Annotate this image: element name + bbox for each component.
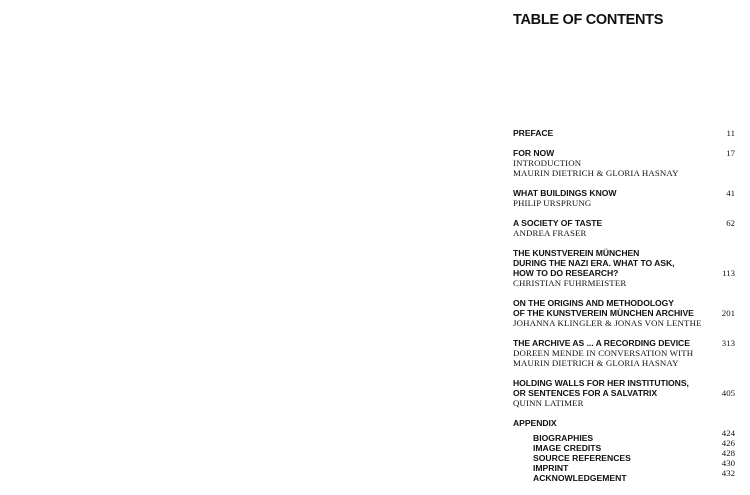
toc-entry[interactable] (513, 378, 735, 408)
page-number: 17 (726, 148, 735, 158)
toc-entry[interactable] (513, 218, 735, 238)
appendix-item-title: IMAGE CREDITS (533, 443, 602, 453)
entry-author: CHRISTIAN FUHRMEISTER (513, 278, 627, 288)
page-number: 113 (722, 268, 735, 278)
page-number: 424 (721, 428, 735, 438)
entry-author: ANDREA FRASER (513, 228, 587, 238)
entry-author: JOHANNA KLINGLER & JONAS VON LENTHE (513, 318, 702, 328)
toc-entry[interactable] (513, 298, 735, 328)
entry-title: WHAT BUILDINGS KNOW (513, 188, 617, 198)
page-number: 62 (726, 218, 735, 228)
entry-title: A SOCIETY OF TASTE (513, 218, 603, 228)
page-title: TABLE OF CONTENTS (513, 12, 664, 28)
appendix-item-title: IMPRINT (533, 463, 569, 473)
entry-title: THE KUNSTVEREIN MÜNCHEN DURING THE NAZI ERA. WHAT TO ASK, HOW TO DO RESEARCH? (513, 248, 675, 278)
toc-entry[interactable] (513, 248, 735, 288)
toc-entry[interactable] (513, 338, 735, 368)
appendix-item-title: SOURCE REFERENCES (533, 453, 631, 463)
toc-entry[interactable] (513, 188, 735, 208)
toc-entry[interactable] (513, 148, 735, 178)
page-number: 313 (721, 338, 735, 348)
entry-author: PHILIP URSPRUNG (513, 198, 592, 208)
page-number: 432 (721, 468, 735, 478)
page-number: 41 (726, 188, 735, 198)
appendix-item-title: BIOGRAPHIES (533, 433, 594, 443)
page-number: 426 (721, 438, 735, 448)
page-number: 201 (721, 308, 735, 318)
page-number: 430 (721, 458, 735, 468)
entry-title: THE ARCHIVE AS ... A RECORDING DEVICE (513, 338, 690, 348)
entry-author: QUINN LATIMER (513, 398, 584, 408)
entry-title: ON THE ORIGINS AND METHODOLOGY OF THE KUNSTVEREIN MÜNCHEN ARCHIVE (513, 298, 694, 318)
entry-title: FOR NOW (513, 148, 555, 158)
page-number: 428 (721, 448, 735, 458)
page-number: 11 (726, 128, 735, 138)
entry-title: PREFACE (513, 128, 554, 138)
appendix-section (513, 418, 735, 483)
appendix-title: APPENDIX (513, 418, 557, 428)
page-number: 405 (721, 388, 735, 398)
appendix-item-title: ACKNOWLEDGEMENT (533, 473, 627, 483)
entry-author: INTRODUCTION MAURIN DIETRICH & GLORIA HASNAY (513, 158, 679, 178)
toc-entry[interactable] (513, 128, 735, 138)
entry-author: DOREEN MENDE IN CONVERSATION WITH MAURIN DIETRICH & GLORIA HASNAY (513, 348, 694, 368)
table-of-contents (513, 128, 735, 483)
entry-title: HOLDING WALLS FOR HER INSTITUTIONS, OR SENTENCES FOR A SALVATRIX (513, 378, 689, 398)
appendix-item[interactable] (513, 468, 735, 483)
